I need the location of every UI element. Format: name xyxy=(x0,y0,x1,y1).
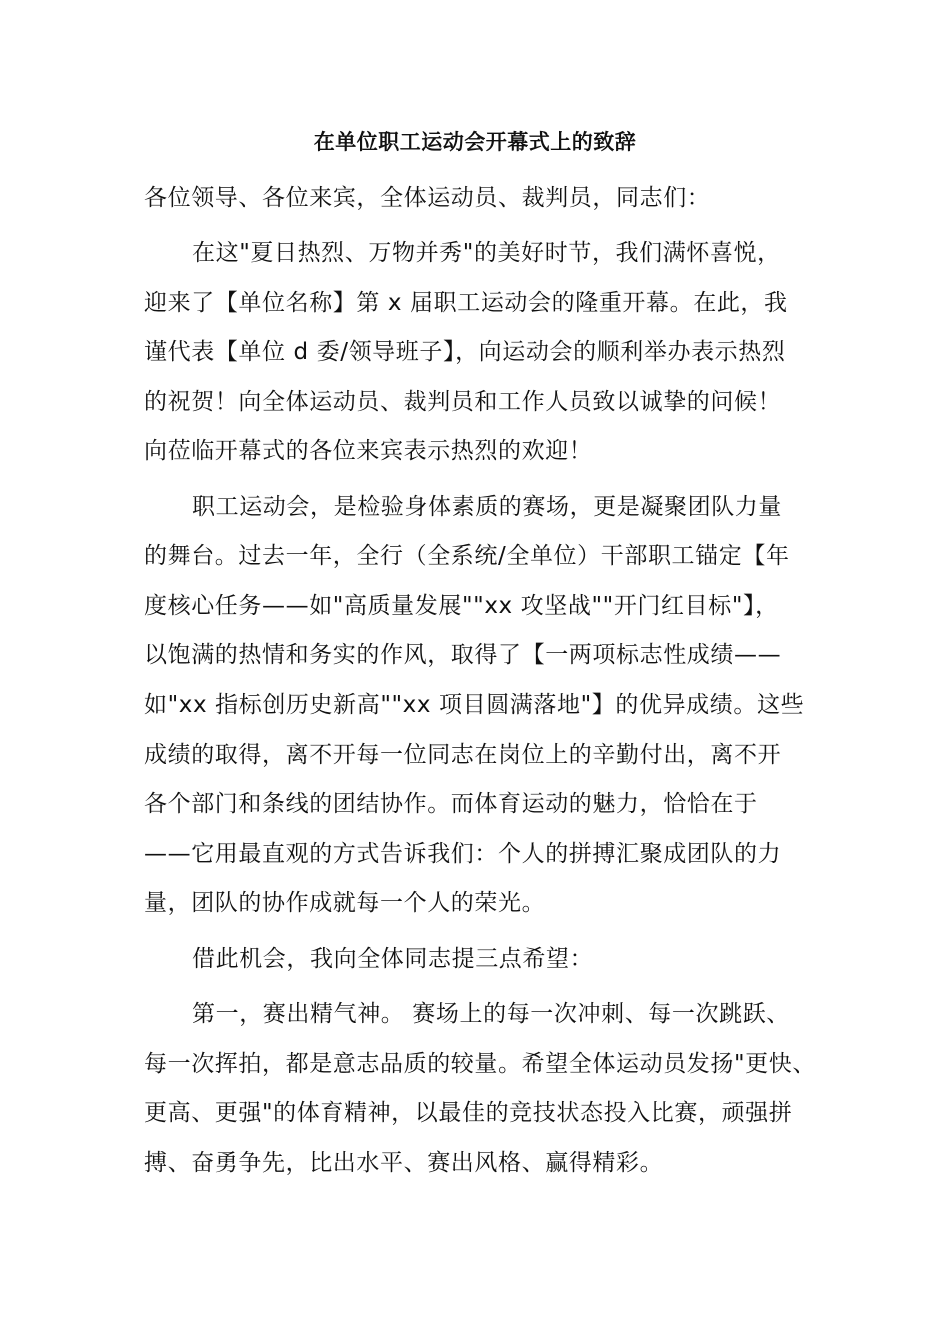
document-title: 在单位职工运动会开幕式上的致辞 xyxy=(313,130,637,154)
paragraph-3-line-1: 借此机会，我向全体同志提三点希望： xyxy=(192,946,594,972)
paragraph-2-line-6: 成绩的取得，离不开每一位同志在岗位上的辛勤付出，离不开 xyxy=(144,742,782,768)
paragraph-4-line-2: 每一次挥拍，都是意志品质的较量。希望全体运动员发扬"更快、 xyxy=(144,1051,816,1077)
greeting-line: 各位领导、各位来宾，全体运动员、裁判员，同志们： xyxy=(144,185,711,211)
paragraph-2-line-2: 的舞台。过去一年，全行（全系统/全单位）干部职工锚定【年 xyxy=(144,543,790,569)
paragraph-4-line-3: 更高、更强"的体育精神，以最佳的竞技状态投入比赛，顽强拼 xyxy=(144,1100,793,1126)
paragraph-4-line-1: 第一，赛出精气神。 赛场上的每一次冲刺、每一次跳跃、 xyxy=(192,1001,790,1027)
paragraph-2-line-4: 以饱满的热情和务实的作风，取得了【一两项标志性成绩—— xyxy=(144,642,782,668)
paragraph-2-line-3: 度核心任务——如"高质量发展""xx 攻坚战""开门红目标"】， xyxy=(144,593,779,619)
paragraph-1-line-5: 向莅临开幕式的各位来宾表示热烈的欢迎！ xyxy=(144,438,593,464)
paragraph-2-line-9: 量，团队的协作成就每一个人的荣光。 xyxy=(144,890,546,916)
paragraph-2-line-8: ——它用最直观的方式告诉我们：个人的拼搏汇聚成团队的力 xyxy=(144,841,782,867)
paragraph-2-line-5: 如"xx 指标创历史新高""xx 项目圆满落地"】的优异成绩。这些 xyxy=(144,692,805,718)
paragraph-1-line-2: 迎来了【单位名称】第 x 届职工运动会的隆重开幕。在此，我 xyxy=(144,290,788,316)
paragraph-4-line-4: 搏、奋勇争先，比出水平、赛出风格、赢得精彩。 xyxy=(144,1150,664,1176)
paragraph-1-line-3: 谨代表【单位 d 委/领导班子】，向运动会的顺利举办表示热烈 xyxy=(144,339,786,365)
paragraph-2-line-7: 各个部门和条线的团结协作。而体育运动的魅力，恰恰在于 xyxy=(144,791,758,817)
paragraph-1-line-4: 的祝贺！向全体运动员、裁判员和工作人员致以诚挚的问候！ xyxy=(144,389,782,415)
paragraph-1-line-1: 在这"夏日热烈、万物并秀"的美好时节，我们满怀喜悦， xyxy=(192,240,781,266)
paragraph-2-line-1: 职工运动会，是检验身体素质的赛场，更是凝聚团队力量 xyxy=(192,494,782,520)
